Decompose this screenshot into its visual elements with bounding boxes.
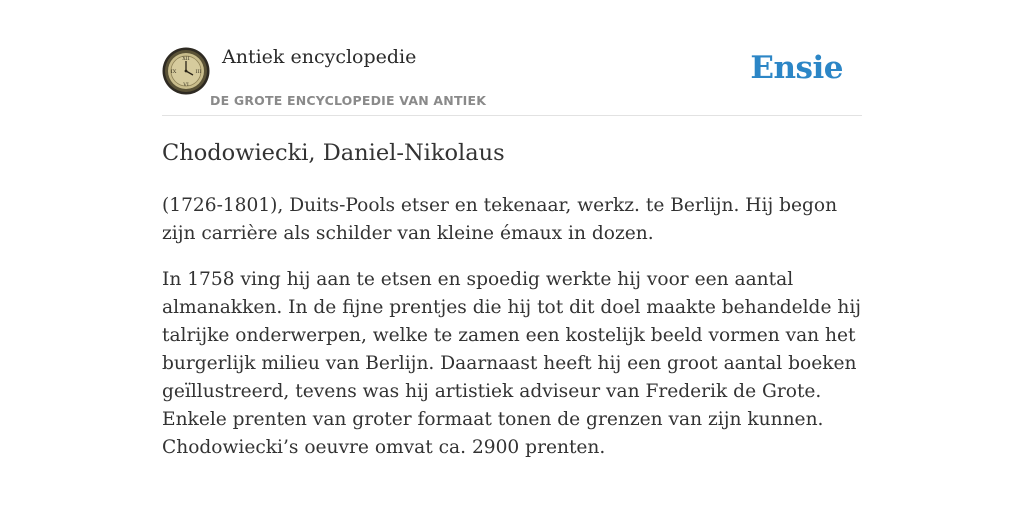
header	[162, 0, 862, 116]
article-body	[162, 192, 862, 480]
article-paragraph: (1726-1801), Duits-Pools etser en tekenaar, werkz. te Berlijn. Hij begon zijn carrière als schilder van kleine émaux in dozen.	[162, 195, 838, 244]
svg-text:IX: IX	[170, 69, 177, 75]
svg-text:XII: XII	[182, 56, 190, 62]
antique-clock-icon[interactable]	[162, 47, 210, 95]
svg-text:VI: VI	[183, 82, 189, 88]
article-paragraph: In 1758 ving hij aan te etsen en spoedig werkte hij voor een aantal almanakken. In de fijne prentjes die hij tot dit doel maakte behandelde hij talrijke onderwerpen, welke te zamen een kostelijk beeld vormen van het burgerlijk milieu van Berlijn. Daarnaast heeft hij een groot aantal boeken geïllustreerd, tevens was hij artistiek adviseur van Frederik de Grote. Enkele prenten van groter formaat tonen de grenzen van zijn kunnen. Chodowiecki’s oeuvre omvat ca. 2900 prenten.	[162, 269, 862, 458]
article-title: Chodowiecki, Daniel-Nikolaus	[162, 140, 505, 166]
page	[162, 0, 862, 512]
brand-logo[interactable]: Ensie	[750, 50, 843, 86]
svg-text:III: III	[195, 69, 202, 75]
site-subtitle: DE GROTE ENCYCLOPEDIE VAN ANTIEK	[210, 93, 487, 108]
site-title[interactable]: Antiek encyclopedie	[222, 46, 417, 68]
